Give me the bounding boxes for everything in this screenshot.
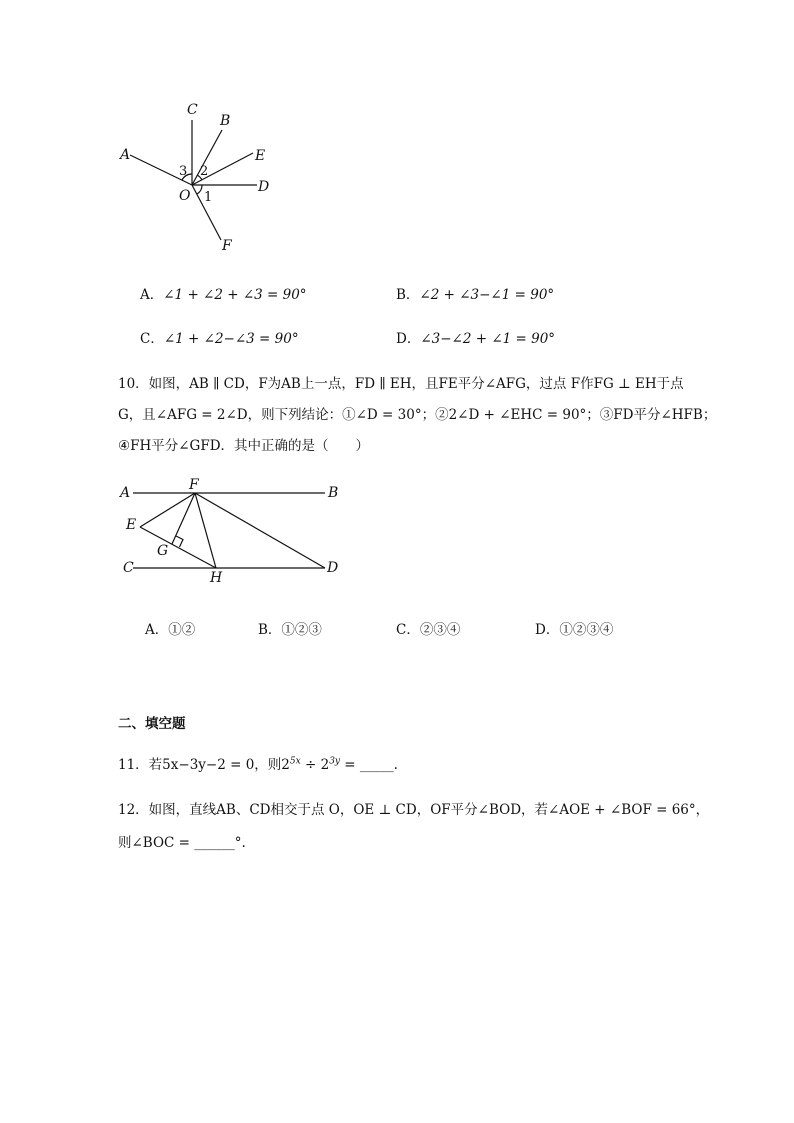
q11-prefix: 11．若5x−3y−2 = 0，则 [118,757,282,773]
q12-line-1: 12．如图，直线AB、CD相交于点 O，OE ⊥ CD，OF平分∠BOD，若∠AOE + ∠BOF = 66°， [118,802,710,818]
q10-figure [115,475,350,585]
label-d: D [258,179,270,195]
option-text: ①② [168,622,196,638]
label-c: C [187,102,198,118]
label-angle-1: 1 [204,190,213,205]
q9-option-d [396,327,555,347]
q10-line-2: G，且∠AFG = 2∠D，则下列结论：①∠D = 30°；②2∠D + ∠EHC = 90°；③FD平分∠HFB； [118,407,717,423]
segment-eh [140,527,216,568]
label-a: A [120,147,131,163]
label-e: E [255,148,266,164]
q9-figure [110,95,290,260]
option-text: ∠3−∠2 + ∠1 = 90° [420,331,556,347]
option-letter: C． [140,331,164,347]
q11 [118,753,398,773]
q10-option-c [396,618,460,638]
right-angle-mark-g [176,536,183,547]
label-angle-3: 3 [179,164,188,179]
option-letter: D． [535,622,560,638]
label-b: B [328,485,339,501]
label-c: C [123,560,134,576]
label-d: D [327,560,339,576]
option-text: ①②③④ [559,622,614,638]
q10-option-a [145,618,195,638]
label-o: O [179,188,191,204]
label-g: G [157,543,169,559]
q12-line-2: 则∠BOC = ______°. [118,835,246,851]
option-letter: A． [145,622,169,638]
option-text: ①②③ [281,622,322,638]
q9-option-b [396,283,554,303]
label-e: E [126,517,137,533]
arc-angle-1 [197,185,202,194]
label-f: F [189,477,199,493]
q11-base: 2 [281,757,290,773]
option-letter: D． [396,331,421,347]
q10-option-b [258,618,322,638]
segment-fd [195,493,325,568]
q10-line-1: 10．如图，AB ∥ CD，F为AB上一点，FD ∥ EH，且FE平分∠AFG，过点 F作FG ⊥ EH于点 [118,376,684,392]
option-letter: C． [396,622,420,638]
option-text: ∠1 + ∠2−∠3 = 90° [163,331,299,347]
q9-option-c [140,327,299,347]
q11-exponent-1: 5x [289,756,301,767]
q9-option-a [140,283,307,303]
option-letter: A． [140,287,164,303]
option-text: ②③④ [419,622,461,638]
q10-option-d [535,618,613,638]
q10-line-3: ④FH平分∠GFD．其中正确的是（ ） [118,438,370,454]
q11-suffix: = _____. [340,757,398,773]
label-angle-2: 2 [200,164,209,179]
label-f: F [222,238,232,254]
label-a: A [120,485,131,501]
q11-mid: ÷ 2 [300,757,330,773]
label-b: B [220,113,231,129]
option-letter: B． [258,622,282,638]
option-text: ∠2 + ∠3−∠1 = 90° [419,287,555,303]
section-heading: 二、填空题 [118,716,186,732]
option-letter: B． [396,287,420,303]
option-text: ∠1 + ∠2 + ∠3 = 90° [163,287,307,303]
segment-fh [195,493,216,568]
q11-exponent-2: 3y [329,756,340,767]
label-h: H [210,570,223,585]
